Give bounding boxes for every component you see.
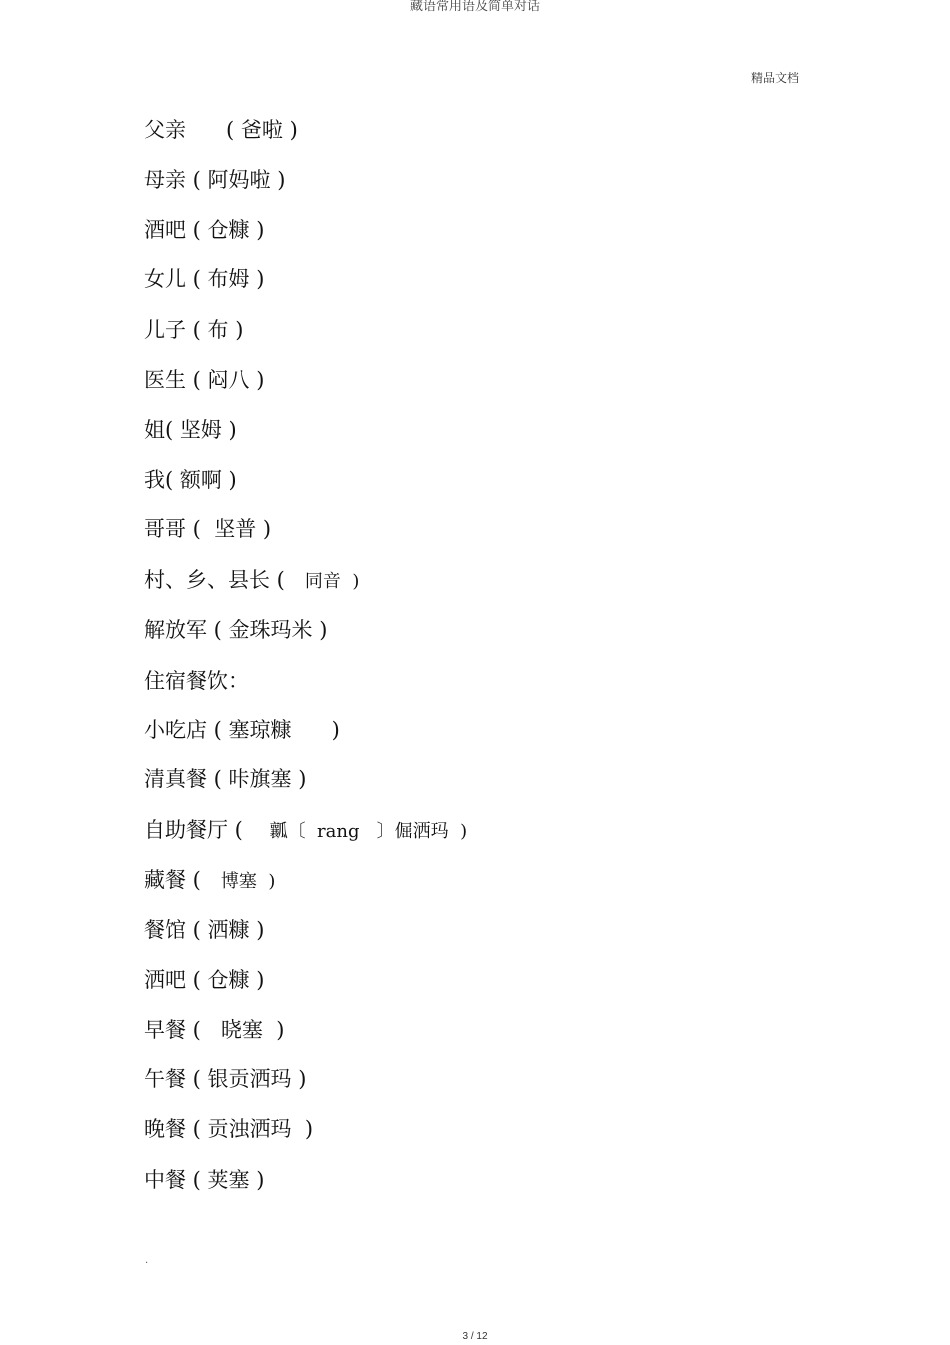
entry-me <box>144 467 237 493</box>
entry-sep: ( <box>186 267 208 291</box>
entry-term: 自助餐厅 <box>144 818 228 842</box>
entry-tail: ) <box>256 517 272 541</box>
entry-reading: 博塞 <box>220 871 257 892</box>
entry-reading: 布姆 <box>207 267 250 291</box>
entry-reading: 咔旗塞 <box>228 767 292 791</box>
entry-tail: ) <box>228 318 244 342</box>
entry-sep: ( <box>186 1018 221 1042</box>
entry-reading: 银贡洒玛 <box>207 1067 292 1091</box>
entry-tail: ) <box>340 571 360 592</box>
entry-bar <box>144 217 264 243</box>
entry-term: 早餐 <box>144 1018 186 1042</box>
entry-reading: 贡浊洒玛 <box>207 1117 292 1141</box>
entry-tail: ) <box>291 1067 307 1091</box>
entry-term: 哥哥 <box>144 517 186 541</box>
entry-dinner <box>144 1116 313 1142</box>
entry-tail: ) <box>249 918 265 942</box>
entry-reading: 阿妈啦 <box>207 168 271 192</box>
section-heading-text: 住宿餐饮： <box>144 669 249 693</box>
entry-sep: ( <box>228 818 270 842</box>
entry-term: 村、乡、县长 <box>144 568 270 592</box>
entry-term: 午餐 <box>144 1067 186 1091</box>
entry-sep: ( <box>270 568 305 592</box>
entry-chinese-meal <box>144 1167 264 1193</box>
entry-term: 中餐 <box>144 1168 186 1192</box>
entry-tail: ) <box>282 118 298 142</box>
entry-reading: 晓塞 <box>220 1018 263 1042</box>
entry-sep: ( <box>186 118 241 142</box>
entry-term: 酒吧 <box>144 218 186 242</box>
entry-term: 女儿 <box>144 267 186 291</box>
entry-reading: 闷八 <box>207 368 250 392</box>
entry-term: 我 <box>144 468 165 492</box>
entry-brother <box>144 516 271 542</box>
document-title: 藏语常用语及简单对话 <box>409 0 540 14</box>
entry-restaurant <box>144 917 264 943</box>
entry-pub <box>144 967 264 993</box>
entry-father <box>144 117 298 143</box>
entry-term: 小吃店 <box>144 718 207 742</box>
entry-term: 母亲 <box>144 168 186 192</box>
entry-term: 儿子 <box>144 318 186 342</box>
entry-tail: ) <box>291 1117 314 1141</box>
entry-reading: 荚塞 <box>207 1168 250 1192</box>
entry-term: 清真餐 <box>144 767 207 791</box>
entry-reading: 金珠玛米 <box>228 618 313 642</box>
entry-sep: ( <box>186 968 208 992</box>
section-heading-lodging-dining <box>144 668 249 694</box>
entry-reading: 仓糠 <box>207 968 250 992</box>
entry-term: 医生 <box>144 368 186 392</box>
entry-term: 父亲 <box>144 118 186 142</box>
entry-reading: 瓤〔 rang 〕倔洒玛 <box>269 821 449 842</box>
entry-tail: ) <box>312 618 328 642</box>
entry-doctor <box>144 367 264 393</box>
page-number: 3 / 12 <box>462 1331 488 1342</box>
entry-reading: 仓糠 <box>207 218 250 242</box>
entry-tibetan-meal <box>144 867 275 895</box>
entry-tail: ) <box>249 218 265 242</box>
entry-tail: ) <box>291 767 307 791</box>
corner-label: 精品文档 <box>751 71 800 85</box>
entry-reading: 爸啦 <box>240 118 283 142</box>
entry-sep: ( <box>186 868 221 892</box>
entry-tail: ) <box>249 368 265 392</box>
entry-sep: ( <box>165 418 180 442</box>
entry-lunch <box>144 1066 306 1092</box>
entry-sister <box>144 417 237 443</box>
entry-term: 姐 <box>144 418 165 442</box>
entry-tail: ) <box>221 418 237 442</box>
entry-reading: 塞琼糠 <box>228 718 292 742</box>
entry-sep: ( <box>207 718 229 742</box>
entry-snack-shop <box>144 717 340 743</box>
entry-reading: 坚姆 <box>179 418 222 442</box>
entry-term: 解放军 <box>144 618 207 642</box>
footer-dot: . <box>145 1255 149 1266</box>
entry-tail: ) <box>249 267 265 291</box>
entry-halal-meal <box>144 766 306 792</box>
entry-tail: ) <box>249 968 265 992</box>
entry-reading: 坚普 <box>214 517 257 541</box>
entry-term: 藏餐 <box>144 868 186 892</box>
entry-tail: ) <box>249 1168 265 1192</box>
entry-sep: ( <box>207 767 229 791</box>
entry-sep: ( <box>186 918 208 942</box>
entry-term: 洒吧 <box>144 968 186 992</box>
entry-daughter <box>144 266 264 292</box>
entry-sep: ( <box>186 1067 208 1091</box>
entry-tail: ) <box>448 821 468 842</box>
entry-sep: ( <box>186 218 208 242</box>
entry-reading: 布 <box>207 318 229 342</box>
entry-son <box>144 317 243 343</box>
entry-tail: ) <box>270 168 286 192</box>
entry-sep: ( <box>207 618 229 642</box>
entry-sep: ( <box>186 368 208 392</box>
entry-tail: ) <box>221 468 237 492</box>
entry-tail: ) <box>291 718 340 742</box>
entry-reading: 洒糠 <box>207 918 250 942</box>
entry-sep: ( <box>186 1117 208 1141</box>
entry-sep: ( <box>186 318 208 342</box>
entry-term: 餐馆 <box>144 918 186 942</box>
entry-term: 晚餐 <box>144 1117 186 1141</box>
entry-tail: ) <box>256 871 276 892</box>
entry-reading: 额啊 <box>179 468 222 492</box>
entry-breakfast <box>144 1017 284 1043</box>
entry-tail: ) <box>262 1018 285 1042</box>
entry-sep: ( <box>186 517 215 541</box>
entry-pla <box>144 617 327 643</box>
entry-sep: ( <box>186 168 208 192</box>
entry-buffet <box>144 817 467 845</box>
entry-village-head <box>144 567 359 595</box>
entry-sep: ( <box>186 1168 208 1192</box>
entry-mother <box>144 167 285 193</box>
entry-reading: 同音 <box>304 571 341 592</box>
entry-sep: ( <box>165 468 180 492</box>
